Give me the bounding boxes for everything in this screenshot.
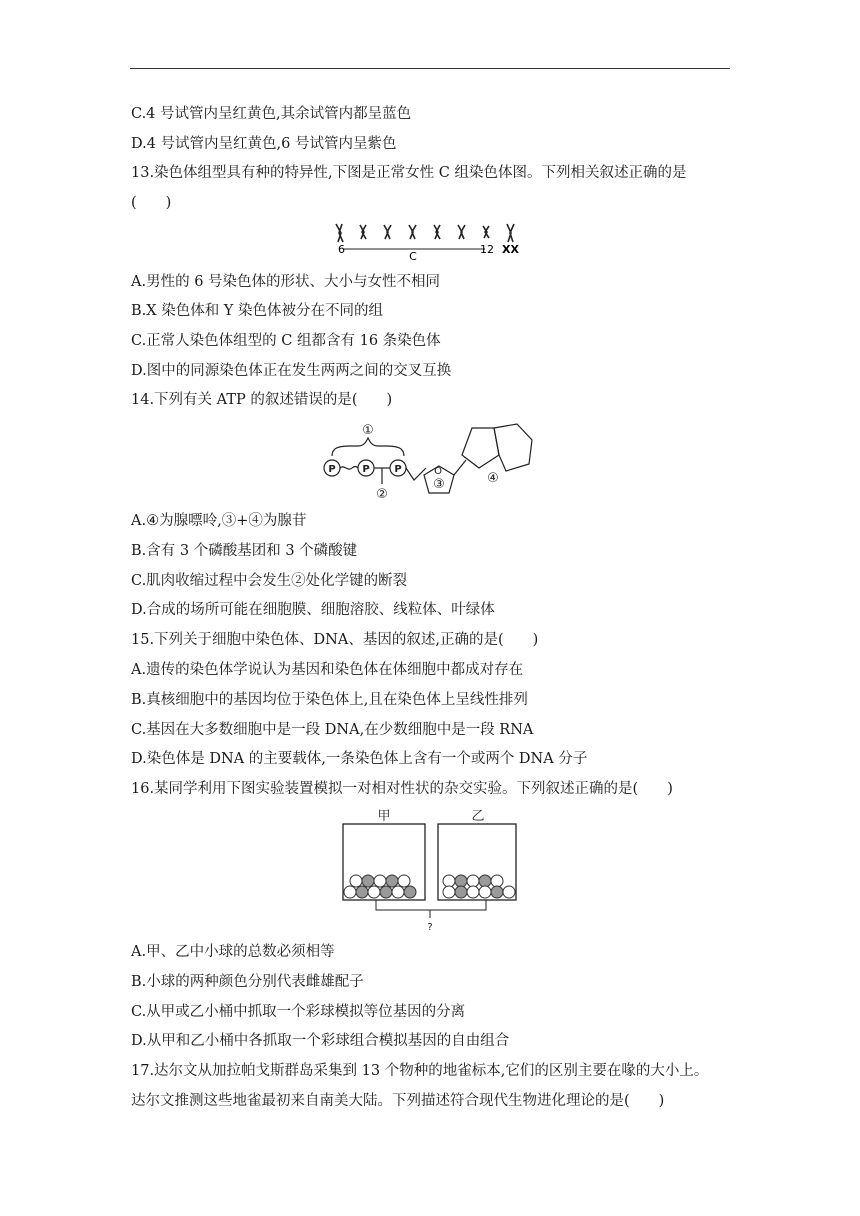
high-energy-bond-1 [340, 467, 358, 470]
q12-option-d: D.4 号试管内呈红黄色,6 号试管内呈紫色 [131, 136, 397, 152]
atp-structure-figure [318, 418, 538, 506]
ester-link [406, 468, 426, 480]
five-membered-ring [462, 428, 499, 468]
q16-option-d: D.从甲和乙小桶中各抓取一个彩球组合模拟基因的自由组合 [131, 1033, 510, 1049]
label-6: 6 [338, 243, 345, 256]
ring-oxygen: O [434, 466, 442, 477]
q13-option-d: D.图中的同源染色体正在发生两两之间的交叉互换 [131, 363, 452, 379]
question-mark: ? [427, 922, 433, 933]
q17-stem-line1: 17.达尔文从加拉帕戈斯群岛采集到 13 个物种的地雀标本,它们的区别主要在喙的大小上。 [131, 1063, 709, 1079]
phosphate-label-1: P [328, 464, 336, 475]
q16-stem: 16.某同学利用下图实验装置模拟一对相对性状的杂交实验。下列叙述正确的是( ) [131, 781, 673, 797]
q14-option-b: B.含有 3 个磷酸基团和 3 个磷酸键 [131, 543, 358, 559]
q14-option-d: D.合成的场所可能在细胞膜、细胞溶胶、线粒体、叶绿体 [131, 602, 495, 618]
karyotype-figure [333, 220, 533, 262]
phosphate-label-3: P [394, 464, 402, 475]
q15-option-c: C.基因在大多数细胞中是一段 DNA,在少数细胞中是一段 RNA [131, 722, 534, 738]
q13-option-c: C.正常人染色体组型的 C 组都含有 16 条染色体 [131, 333, 441, 349]
q13-option-a: A.男性的 6 号染色体的形状、大小与女性不相同 [131, 274, 441, 290]
label-yi: 乙 [471, 809, 485, 824]
label-jia: 甲 [377, 809, 391, 824]
combine-bracket [376, 900, 486, 918]
label-4: ④ [487, 471, 499, 486]
bucket-experiment-figure [338, 804, 524, 936]
q13-answer-blank: ( ) [131, 195, 172, 211]
label-3: ③ [433, 477, 445, 492]
q16-option-c: C.从甲或乙小桶中抓取一个彩球模拟等位基因的分离 [131, 1004, 466, 1020]
brace-1 [332, 438, 404, 456]
chromosome-pairs [336, 224, 514, 242]
phosphate-label-2: P [362, 464, 370, 475]
q14-option-c: C.肌肉收缩过程中会发生②处化学键的断裂 [131, 573, 408, 589]
label-2: ② [376, 487, 388, 502]
balls-jia [344, 875, 416, 898]
balls-yi [443, 875, 515, 898]
q14-stem: 14.下列有关 ATP 的叙述错误的是( ) [131, 392, 393, 408]
label-xx: XX [502, 243, 519, 256]
q15-option-b: B.真核细胞中的基因均位于染色体上,且在染色体上呈线性排列 [131, 692, 528, 708]
q12-option-c: C.4 号试管内呈红黄色,其余试管内都呈蓝色 [131, 106, 412, 122]
q16-option-a: A.甲、乙中小球的总数必须相等 [131, 944, 335, 960]
q14-option-a: A.④为腺嘌呤,③+④为腺苷 [131, 513, 307, 529]
q15-option-a: A.遗传的染色体学说认为基因和染色体在体细胞中都成对存在 [131, 662, 524, 678]
header-rule [130, 68, 730, 69]
label-1: ① [362, 423, 374, 438]
label-c: C [409, 250, 417, 262]
q16-option-b: B.小球的两种颜色分别代表雌雄配子 [131, 974, 364, 990]
glycosidic-bond [454, 460, 466, 475]
q15-option-d: D.染色体是 DNA 的主要载体,一条染色体上含有一个或两个 DNA 分子 [131, 751, 588, 767]
label-12: 12 [480, 243, 494, 256]
six-membered-ring [494, 424, 532, 471]
q15-stem: 15.下列关于细胞中染色体、DNA、基因的叙述,正确的是( ) [131, 632, 539, 648]
q13-stem: 13.染色体组型具有种的特异性,下图是正常女性 C 组染色体图。下列相关叙述正确的是 [131, 165, 687, 181]
q17-stem-line2: 达尔文推测这些地雀最初来自南美大陆。下列描述符合现代生物进化理论的是( ) [131, 1093, 665, 1109]
q13-option-b: B.X 染色体和 Y 染色体被分在不同的组 [131, 303, 383, 319]
